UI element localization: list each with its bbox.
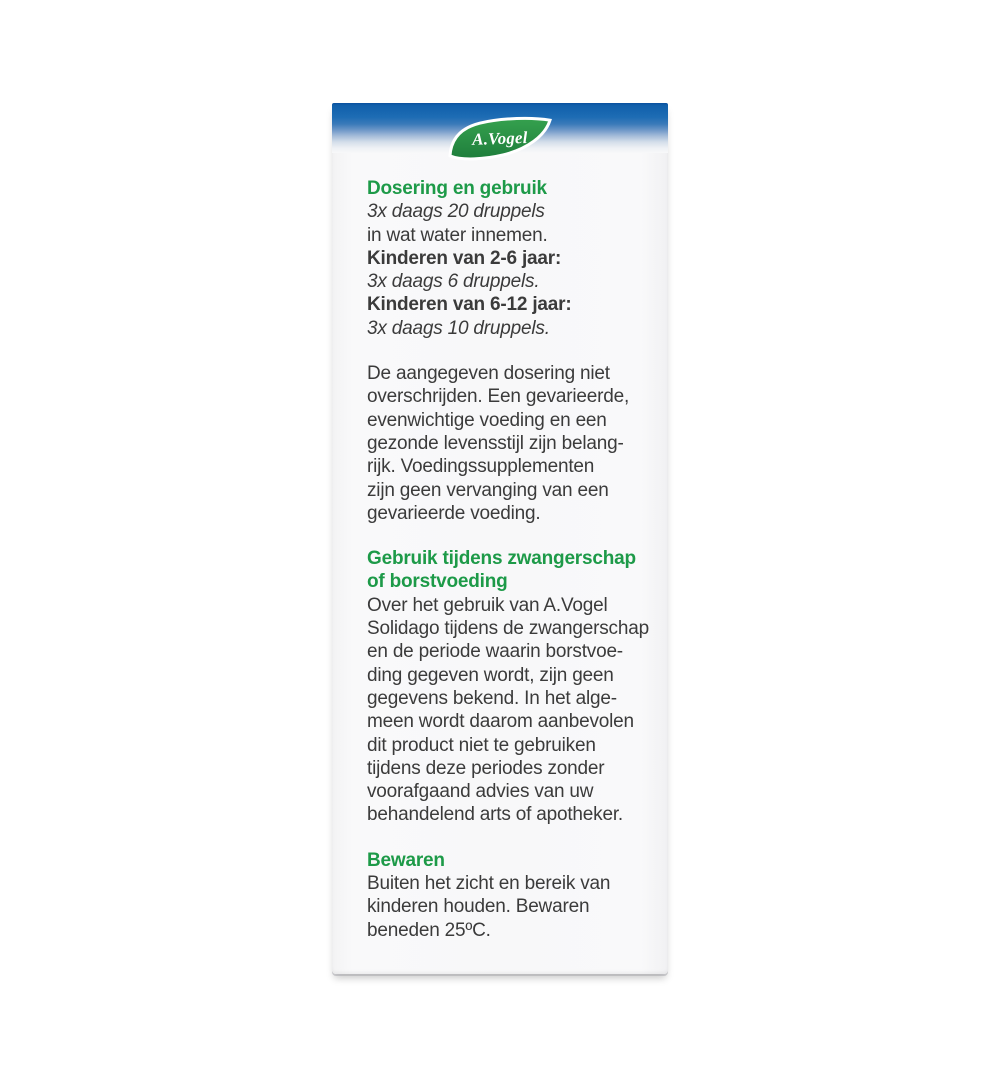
- text-line: beneden 25ºC.: [367, 919, 491, 941]
- text-line: overschrijden. Een gevarieerde,: [367, 386, 630, 408]
- text-line: 3x daags 20 druppels: [367, 201, 545, 223]
- text-line: in wat water innemen.: [367, 224, 548, 246]
- product-package-panel: [332, 103, 668, 974]
- panel-section: [367, 362, 649, 525]
- text-line: kinderen houden. Bewaren: [367, 896, 590, 918]
- text-line: De aangegeven dosering niet: [367, 363, 610, 385]
- text-line: en de periode waarin borstvoe-: [367, 641, 623, 663]
- text-line: tijdens deze periodes zonder: [367, 757, 605, 779]
- panel-section: [367, 177, 649, 340]
- avogel-logo: [448, 114, 552, 164]
- text-line: behandelend arts of apotheker.: [367, 804, 623, 826]
- text-line: gegevens bekend. In het alge-: [367, 687, 617, 709]
- text-line: ding gegeven wordt, zijn geen: [367, 664, 614, 686]
- text-line: Over het gebruik van A.Vogel: [367, 594, 608, 616]
- text-line: meen wordt daarom aanbevolen: [367, 711, 634, 733]
- label-text-block: [367, 177, 649, 942]
- text-line: zijn geen vervanging van een: [367, 479, 609, 501]
- panel-section: [367, 849, 649, 942]
- text-line: gevarieerde voeding.: [367, 502, 541, 524]
- text-line: Kinderen van 6-12 jaar:: [367, 294, 572, 316]
- section-heading: Dosering en gebruik: [367, 178, 547, 199]
- section-heading: of borstvoeding: [367, 571, 508, 593]
- text-line: 3x daags 6 druppels.: [367, 271, 540, 293]
- text-line: dit product niet te gebruiken: [367, 734, 596, 756]
- logo-text: A.Vogel: [471, 127, 528, 149]
- text-line: Kinderen van 2-6 jaar:: [367, 247, 562, 269]
- section-heading: Bewaren: [367, 849, 445, 871]
- text-line: evenwichtige voeding en een: [367, 409, 607, 431]
- panel-section: [367, 547, 649, 827]
- text-line: Solidago tijdens de zwangerschap: [367, 618, 649, 640]
- text-line: Buiten het zicht en bereik van: [367, 873, 611, 895]
- text-line: 3x daags 10 druppels.: [367, 317, 550, 339]
- leaf-icon: [448, 114, 552, 164]
- section-heading: Gebruik tijdens zwangerschap: [367, 548, 636, 570]
- text-line: gezonde levensstijl zijn belang-: [367, 432, 624, 454]
- text-line: rijk. Voedingssupplementen: [367, 456, 595, 478]
- text-line: voorafgaand advies van uw: [367, 781, 594, 803]
